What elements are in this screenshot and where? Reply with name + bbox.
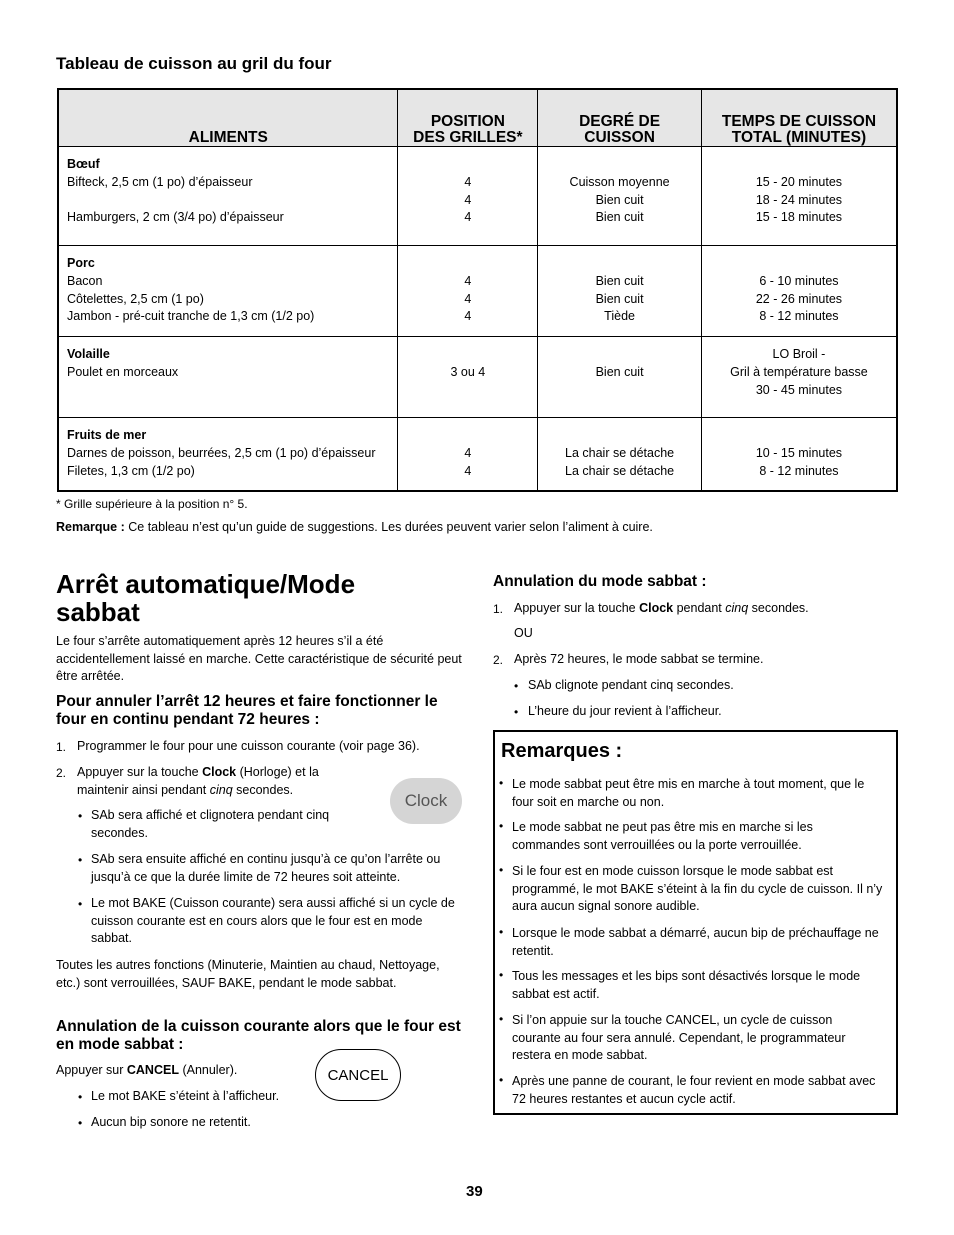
cancel-mode-title: Annulation du mode sabbat : (493, 573, 707, 590)
bullet-icon: • (499, 776, 504, 790)
bullet-item: Le mot BAKE s’éteint à l’afficheur. (91, 1089, 280, 1103)
bullet-icon: • (499, 925, 504, 939)
bullet-item: SAb clignote pendant cinq secondes. (528, 678, 734, 692)
remark-item: Le mode sabbat ne peut pas être mis en marche si les commandes sont verrouillées ou la porte verrouillée. (512, 820, 813, 852)
remark-item: Après une panne de courant, le four revient en mode sabbat avec 72 heures restantes et aucun cycle actif. (512, 1074, 876, 1106)
bullet-icon: • (499, 968, 504, 982)
doneness-cell: Cuisson moyenne Bien cuit Bien cuit (538, 147, 702, 246)
remark-item: Le mode sabbat peut être mis en marche à tout moment, que le four soit en marche ou non. (512, 777, 865, 809)
cancel-instruction: Appuyer sur CANCEL (Annuler). (56, 1063, 238, 1077)
bullet-item: Aucun bip sonore ne retentit. (91, 1115, 251, 1129)
doneness-cell: Bien cuit Bien cuit Tiède (538, 246, 702, 337)
remark-item: Si le four est en mode cuisson lorsque le mode sabbat est programmé, le mot BAKE s’éteint à la fin du cycle de cuisson. Il n’y aura aucun signal sonore audible. (512, 864, 883, 913)
bullet-icon: • (499, 819, 504, 833)
table-row (58, 246, 897, 337)
position-cell: 4 4 4 (398, 147, 538, 246)
bullet-item: L’heure du jour revient à l’afficheur. (528, 704, 722, 718)
sabbath-intro: Le four s’arrête automatiquement après 12 heures s’il a été accidentellement laissé en marche. Cette caractéristique de sécurité peut être arrêtée. (56, 634, 462, 683)
bullet-icon: • (514, 705, 519, 719)
food-cell: Volaille Poulet en morceaux (58, 337, 398, 418)
food-cell: Bœuf Bifteck, 2,5 cm (1 po) d’épaisseur Hamburgers, 2 cm (3/4 po) d’épaisseur (58, 147, 398, 246)
cancel-button[interactable]: CANCEL (315, 1049, 401, 1101)
table-remark: Remarque : Ce tableau n’est qu’un guide de suggestions. Les durées peuvent varier selon l’aliment à cuire. (56, 520, 653, 534)
broil-table (57, 88, 898, 492)
bullet-icon: • (78, 1090, 83, 1104)
table-row (58, 418, 897, 491)
bullet-icon: • (78, 853, 83, 867)
step-1-text: Programmer le four pour une cuisson courante (voir page 36). (77, 739, 420, 753)
remark-item: Lorsque le mode sabbat a démarré, aucun bip de préchauffage ne retentit. (512, 926, 879, 958)
food-cell: Porc Bacon Côtelettes, 2,5 cm (1 po) Jambon - pré-cuit tranche de 1,3 cm (1/2 po) (58, 246, 398, 337)
table-row (58, 147, 897, 246)
remarks-box (493, 730, 898, 1115)
bullet-item: Le mot BAKE (Cuisson courante) sera aussi affiché si un cycle de cuisson courante est en cours alors que le four est en mode sabbat. (91, 896, 455, 945)
position-cell: 4 4 4 (398, 246, 538, 337)
food-cell: Fruits de mer Darnes de poisson, beurrées, 2,5 cm (1 po) d’épaisseur Filetes, 1,3 cm (1/2 po) (58, 418, 398, 491)
step-number: 2. (493, 653, 504, 667)
table-header-row (58, 89, 897, 147)
time-cell: 15 - 20 minutes 18 - 24 minutes 15 - 18 minutes (701, 147, 897, 246)
time-cell: 6 - 10 minutes 22 - 26 minutes 8 - 12 minutes (701, 246, 897, 337)
cancel-step-2-text: Après 72 heures, le mode sabbat se termine. (514, 652, 764, 666)
sabbath-subhead-cancel-bake: Annulation de la cuisson courante alors que le four est en mode sabbat : (56, 1018, 461, 1053)
header-aliments: ALIMENTS (58, 89, 398, 147)
remarks-title: Remarques : (501, 740, 623, 762)
bullet-item: SAb sera ensuite affiché en continu jusqu’à ce qu’on l’arrête ou jusqu’à ce que la durée limite de 72 heures soit atteinte. (91, 852, 441, 884)
table-row (58, 337, 897, 418)
bullet-icon: • (499, 1012, 504, 1026)
remark-item: Tous les messages et les bips sont désactivés lorsque le mode sabbat est actif. (512, 969, 861, 1001)
position-cell: 4 4 (398, 418, 538, 491)
bullet-icon: • (499, 863, 504, 877)
cancel-step-1-text: Appuyer sur la touche Clock pendant cinq secondes. (514, 601, 809, 615)
bullet-icon: • (514, 679, 519, 693)
step-number: 2. (56, 766, 67, 780)
doneness-cell: La chair se détache La chair se détache (538, 418, 702, 491)
remark-item: Si l’on appuie sur la touche CANCEL, un cycle de cuisson courante au four sera annulé. Cependant, le programmateur restera en mode sabbat. (512, 1013, 846, 1062)
header-position: POSITION DES GRILLES* (398, 89, 538, 147)
sabbath-title: Arrêt automatique/Mode sabbat (56, 569, 356, 627)
header-temps: TEMPS DE CUISSON TOTAL (MINUTES) (701, 89, 897, 147)
step-number: 1. (56, 740, 67, 754)
position-cell: 3 ou 4 (398, 337, 538, 418)
header-degre: DEGRÉ DE CUISSON (538, 89, 702, 147)
bullet-item: SAb sera affiché et clignotera pendant cinq secondes. (91, 808, 330, 840)
bullet-icon: • (78, 897, 83, 911)
time-cell: 10 - 15 minutes 8 - 12 minutes (701, 418, 897, 491)
sabbath-subhead-continuous: Pour annuler l’arrêt 12 heures et faire fonctionner le four en continu pendant 72 heures : (56, 693, 438, 728)
time-cell: LO Broil - Gril à température basse 30 - 45 minutes (701, 337, 897, 418)
bullet-icon: • (78, 809, 83, 823)
step-number: 1. (493, 602, 504, 616)
step-2-text: Appuyer sur la touche Clock (Horloge) et la maintenir ainsi pendant cinq secondes. (77, 765, 319, 797)
table-section-title: Tableau de cuisson au gril du four (56, 54, 332, 73)
bullet-icon: • (78, 1116, 83, 1130)
clock-button[interactable]: Clock (390, 778, 462, 824)
doneness-cell: Bien cuit (538, 337, 702, 418)
table-footnote: * Grille supérieure à la position n° 5. (56, 497, 248, 511)
page-number: 39 (466, 1183, 483, 1200)
bullet-icon: • (499, 1073, 504, 1087)
or-text: OU (514, 626, 533, 640)
locked-functions-text: Toutes les autres fonctions (Minuterie, Maintien au chaud, Nettoyage, etc.) sont verrouillées, SAUF BAKE, pendant le mode sabbat. (56, 958, 440, 990)
